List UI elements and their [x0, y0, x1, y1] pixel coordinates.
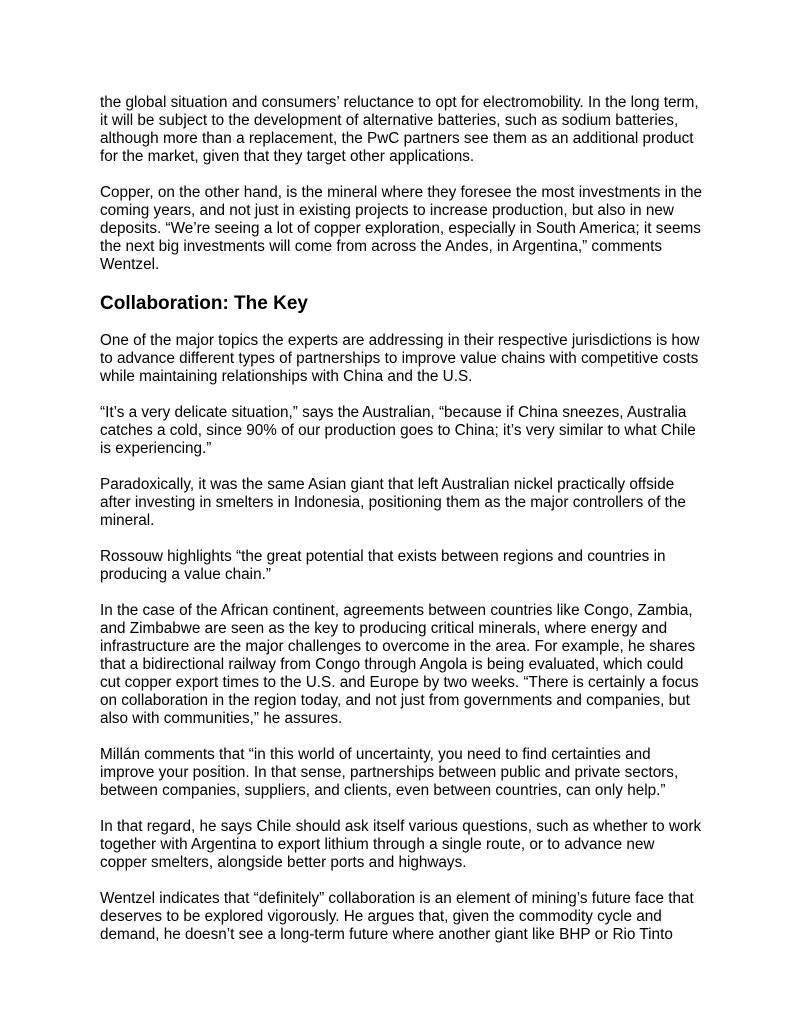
- paragraph: Wentzel indicates that “definitely” collaboration is an element of mining’s future face that deserves to be explored vigorously. He argues that, given the commodity cycle and demand, he doesn’t see a long-term future where another giant like BHP or Rio Tinto: [100, 890, 694, 943]
- paragraph: In the case of the African continent, agreements between countries like Congo, Zambia, and Zimbabwe are seen as the key to producing critical minerals, where energy and infrastructure are the major challenges to overcome in the area. For example, he shares that a bidirectional railway from Congo through Angola is being evaluated, which could cut copper export times to the U.S. and Europe by two weeks. “There is certainly a focus on collaboration in the region today, and not just from governments and companies, but also with communities,” he assures.: [100, 602, 699, 727]
- paragraph: In that regard, he says Chile should ask itself various questions, such as whether to work together with Argentina to export lithium through a single route, or to advance new copper smelters, alongside better ports and highways.: [100, 818, 702, 871]
- paragraph: Millán comments that “in this world of uncertainty, you need to find certainties and improve your position. In that sense, partnerships between public and private sectors, between companies, suppliers, and clients, even between countries, can only help.”: [100, 746, 679, 799]
- paragraph: One of the major topics the experts are addressing in their respective jurisdictions is how to advance different types of partnerships to improve value chains with competitive costs while maintaining relationships with China and the U.S.: [100, 332, 700, 385]
- document-page: [100, 94, 705, 962]
- paragraph: Paradoxically, it was the same Asian giant that left Australian nickel practically offside after investing in smelters in Indonesia, positioning them as the major controllers of the mineral.: [100, 476, 686, 529]
- paragraph: the global situation and consumers’ reluctance to opt for electromobility. In the long term, it will be subject to the development of alternative batteries, such as sodium batteries, although more than a replacement, the PwC partners see them as an additional product for the market, given that they target other applications.: [100, 94, 699, 165]
- paragraph: “It’s a very delicate situation,” says the Australian, “because if China sneezes, Australia catches a cold, since 90% of our production goes to China; it’s very similar to what Chile is experiencing.”: [100, 404, 696, 457]
- section-heading: Collaboration: The Key: [100, 293, 308, 314]
- paragraph: Copper, on the other hand, is the mineral where they foresee the most investments in the coming years, and not just in existing projects to increase production, but also in new deposits. “We’re seeing a lot of copper exploration, especially in South America; it seems the next big investments will come from across the Andes, in Argentina,” comments Wentzel.: [100, 184, 703, 273]
- paragraph: Rossouw highlights “the great potential that exists between regions and countries in producing a value chain.”: [100, 548, 666, 583]
